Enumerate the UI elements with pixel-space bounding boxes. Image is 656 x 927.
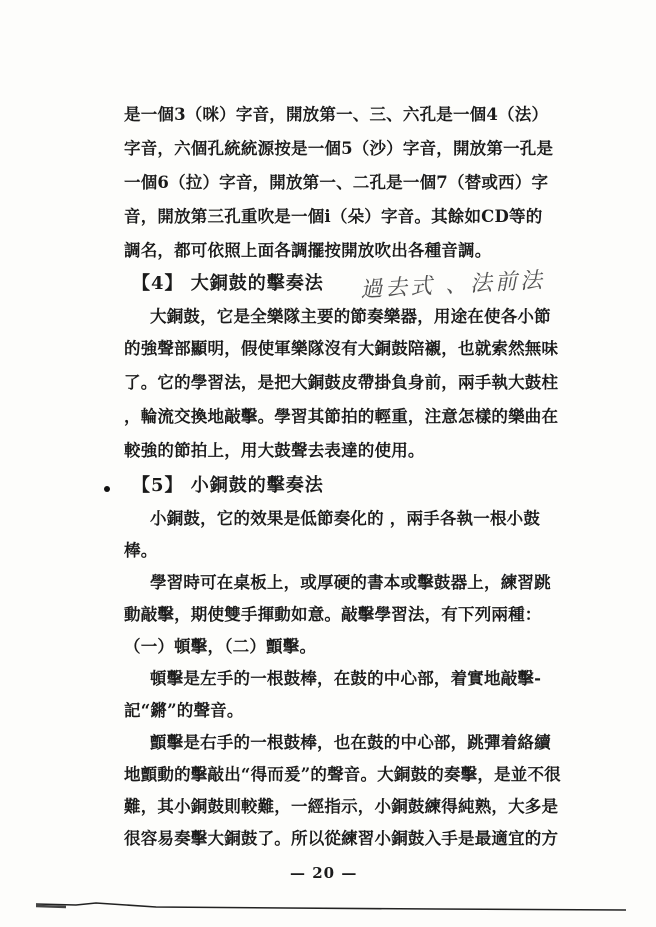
paragraph-line: 小銅鼓，它的效果是低節奏化的 ，兩手各執一根小鼓	[150, 509, 541, 528]
paragraph-line: 大銅鼓，它是全樂隊主要的節奏樂器，用途在使各小節	[150, 307, 551, 326]
paragraph-line: ，輪流交換地敲擊。學習其節拍的輕重，注意怎樣的樂曲在	[124, 407, 559, 426]
paragraph-line: 地顫動的擊敲出“得而爰”的聲音。大銅鼓的奏擊，是並不很	[124, 765, 561, 784]
scan-edge-artifact	[36, 898, 626, 914]
paragraph-line: 一個6（拉）字音，開放第一、二孔是一個7（替或西）字	[124, 173, 549, 192]
handwritten-annotation: 過去式 、法前法	[359, 268, 546, 303]
paragraph-line: 顫擊是右手的一根鼓棒，也在鼓的中心部，跳彈着絡續	[150, 733, 551, 752]
paragraph-line: 字音，六個孔統統源按是一個5（沙）字音，開放第一孔是	[124, 139, 554, 158]
paragraph-line: 學習時可在桌板上，或厚硬的書本或擊鼓器上，練習跳	[150, 573, 551, 592]
paragraph-line: 記“鏘”的聲音。	[124, 701, 244, 720]
paragraph-line: 棒。	[124, 541, 158, 560]
paragraph-line: 很容易奏擊大銅鼓了。所以從練習小銅鼓入手是最適宜的方	[124, 829, 559, 848]
section-heading-4: 【4】 大銅鼓的擊奏法	[132, 273, 324, 294]
page-number: — 20 —	[290, 864, 358, 882]
paragraph-line: 是一個3（咪）字音，開放第一、三、六孔是一個4（法）	[124, 105, 549, 124]
section-heading-5: 【5】 小銅鼓的擊奏法	[132, 475, 324, 496]
margin-dot	[104, 486, 110, 492]
paragraph-line: 了。它的學習法，是把大銅鼓皮帶掛負身前，兩手執大鼓柱	[124, 373, 559, 392]
paragraph-line: 難，其小銅鼓則較難，一經指示，小銅鼓練得純熟，大多是	[124, 797, 559, 816]
paragraph-line: 較強的節拍上，用大鼓聲去表達的使用。	[124, 441, 425, 460]
paragraph-line: 動敲擊，期使雙手揮動如意。敲擊學習法，有下列兩種：	[124, 605, 542, 624]
paragraph-line: 音，開放第三孔重吹是一個i（朵）字音。其餘如CD等的	[124, 207, 543, 226]
paragraph-line: 頓擊是左手的一根鼓棒，在鼓的中心部，着實地敲擊-	[150, 669, 542, 688]
paragraph-line: 的強聲部顯明，假使軍樂隊沒有大銅鼓陪襯，也就索然無味	[124, 339, 559, 358]
paragraph-line: 調名，都可依照上面各調擺按開放吹出各種音調。	[124, 241, 492, 260]
paragraph-line: （一）頓擊，（二）顫擊。	[124, 637, 317, 656]
